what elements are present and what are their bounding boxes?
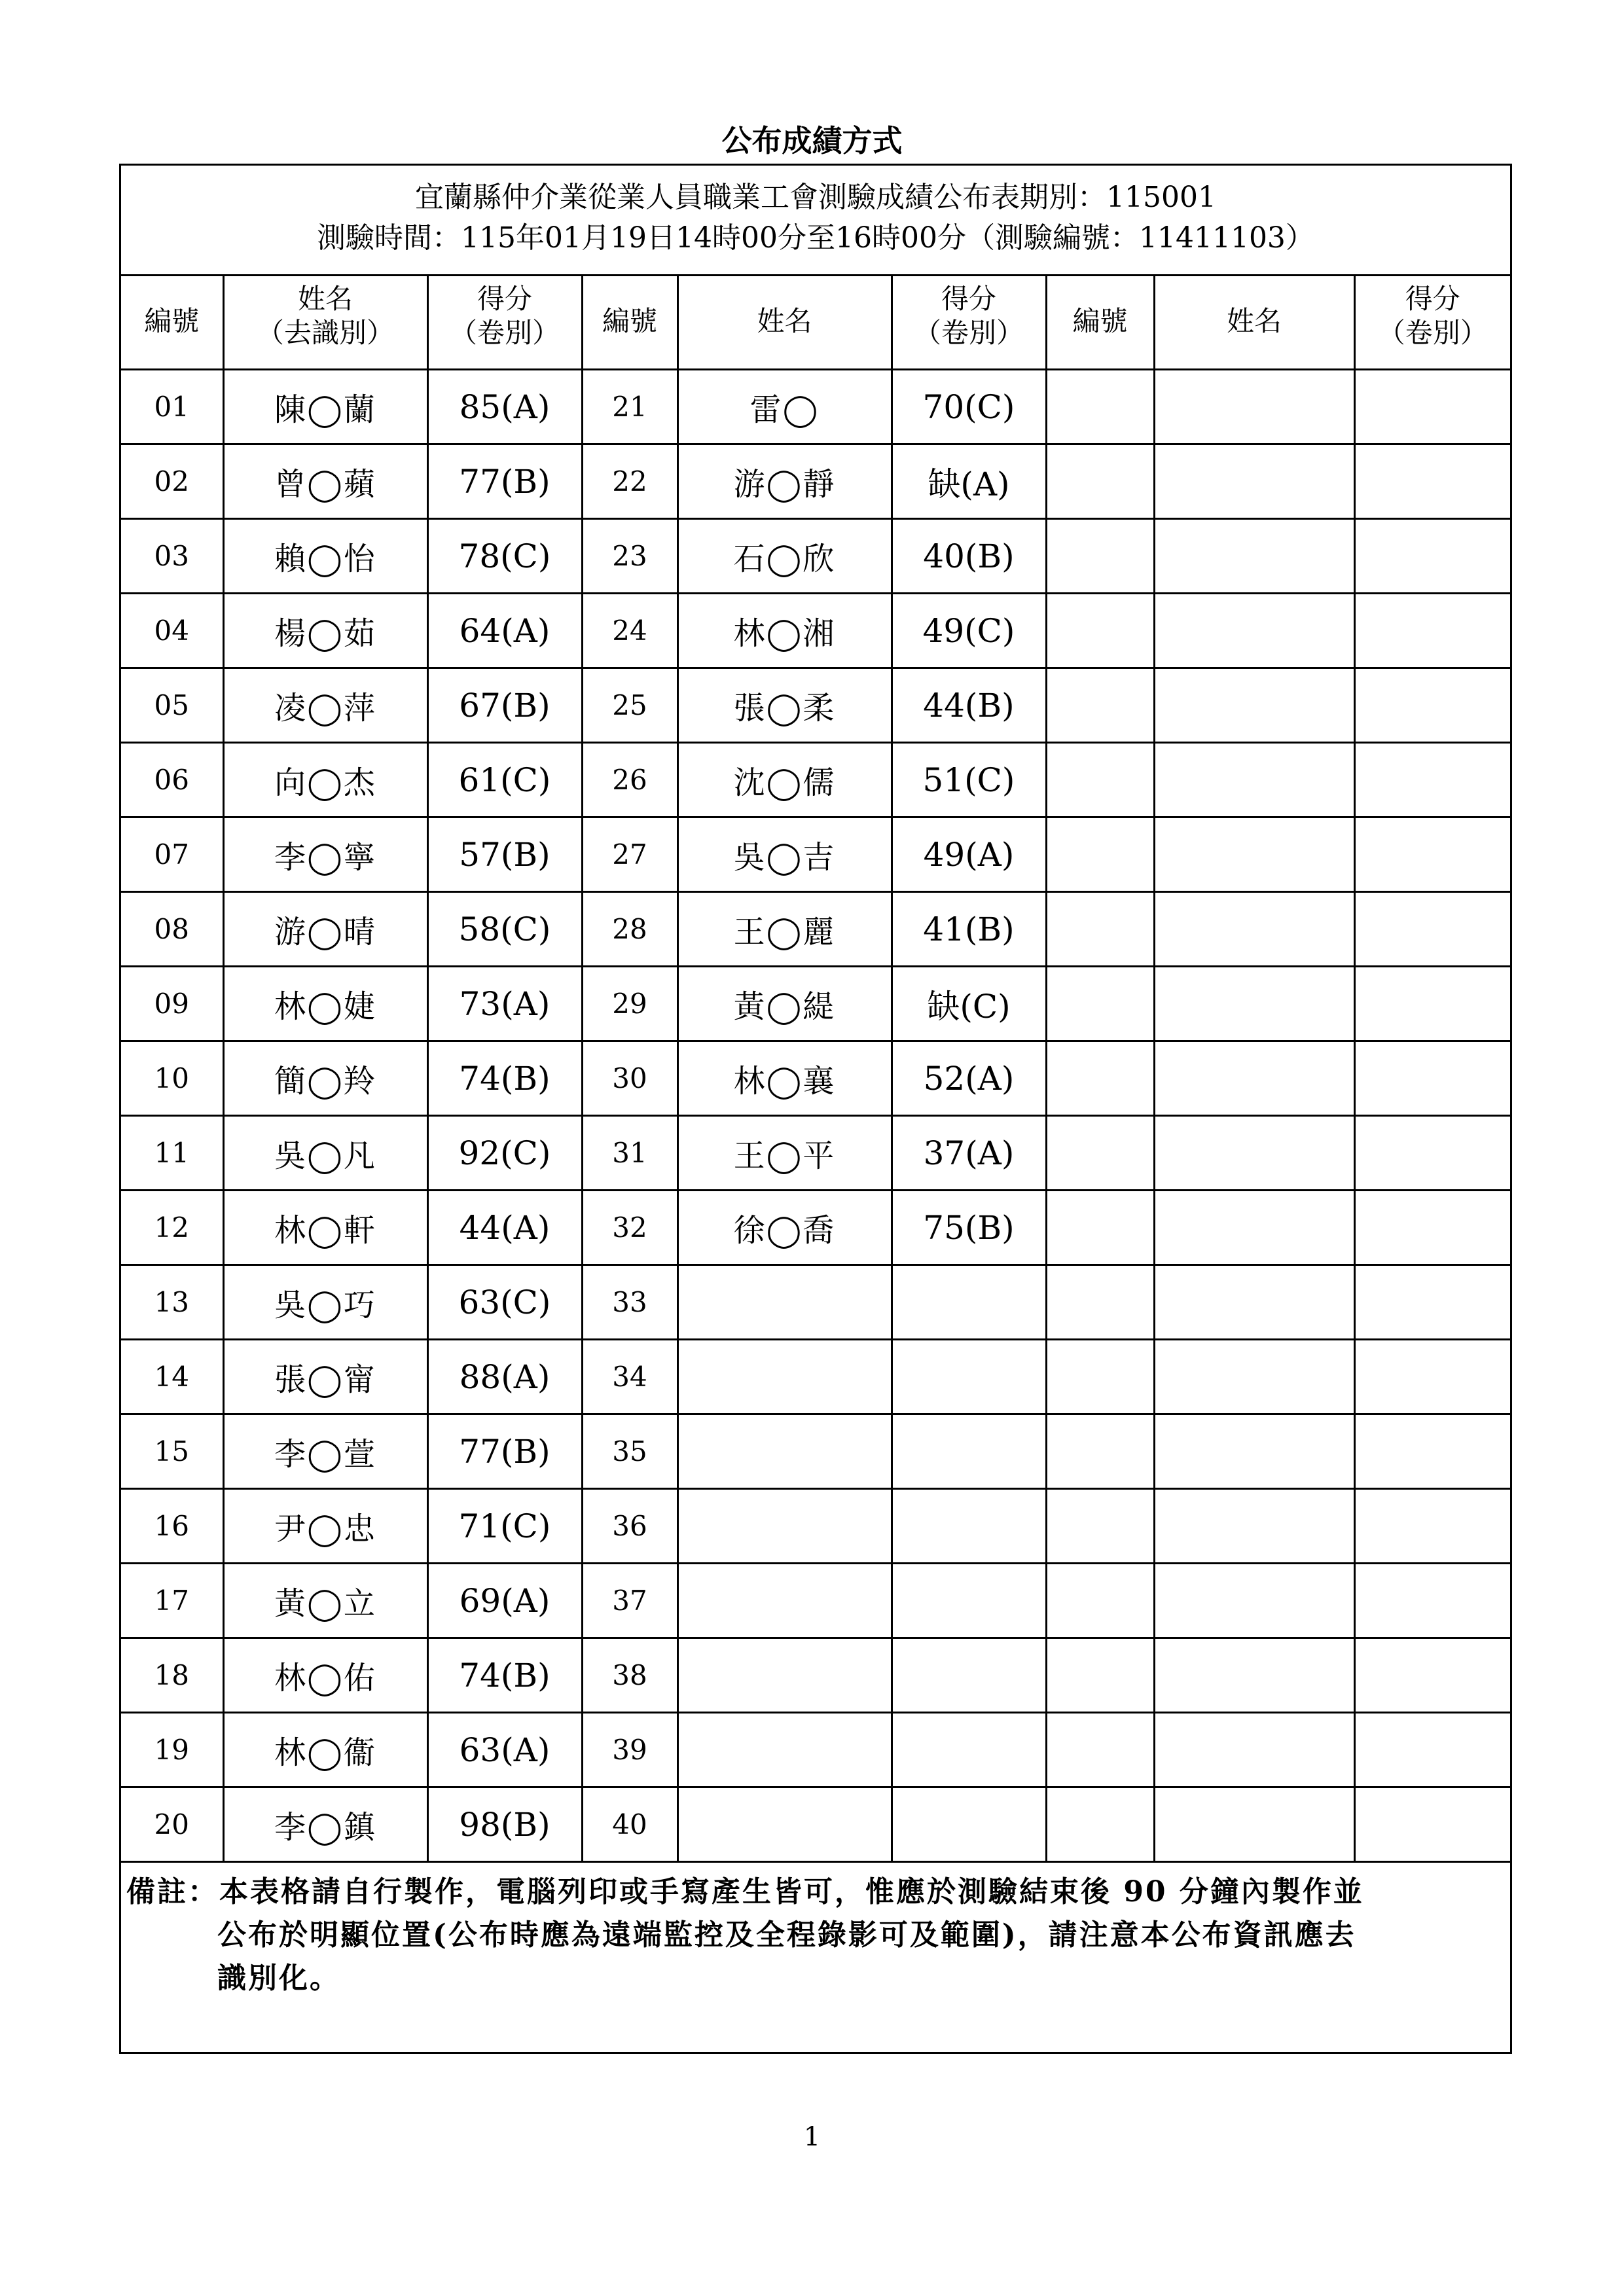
table-row xyxy=(121,1191,1510,1265)
cell-name xyxy=(1154,892,1354,967)
cell-number: 31 xyxy=(582,1116,677,1191)
remarks-label: 備註： xyxy=(126,1875,219,1909)
cell-score: 98(B) xyxy=(427,1787,582,1862)
col-header-name-2: 姓名 xyxy=(677,274,892,370)
cell-name xyxy=(677,1414,892,1489)
cell-score: 63(C) xyxy=(427,1265,582,1340)
cell-number xyxy=(1046,594,1154,668)
cell-number: 36 xyxy=(582,1489,677,1564)
cell-name: 黃◯緹 xyxy=(677,967,892,1041)
cell-number xyxy=(1046,1191,1154,1265)
cell-name: 林◯襄 xyxy=(677,1041,892,1116)
cell-score xyxy=(1354,1638,1510,1713)
cell-number: 12 xyxy=(121,1191,223,1265)
cell-name: 王◯平 xyxy=(677,1116,892,1191)
cell-number xyxy=(1046,1489,1154,1564)
cell-number: 38 xyxy=(582,1638,677,1713)
cell-name: 李◯萱 xyxy=(223,1414,427,1489)
cell-number: 24 xyxy=(582,594,677,668)
cell-name xyxy=(677,1713,892,1787)
cell-number: 05 xyxy=(121,668,223,743)
cell-number: 17 xyxy=(121,1564,223,1638)
cell-name xyxy=(1154,1340,1354,1414)
table-row xyxy=(121,1489,1510,1564)
cell-number xyxy=(1046,967,1154,1041)
cell-score xyxy=(1354,1340,1510,1414)
cell-number: 15 xyxy=(121,1414,223,1489)
score-table-body xyxy=(121,370,1510,1862)
cell-name: 李◯寧 xyxy=(223,817,427,892)
cell-name xyxy=(1154,1116,1354,1191)
cell-number xyxy=(1046,743,1154,817)
cell-score: 41(B) xyxy=(892,892,1046,967)
table-row xyxy=(121,1340,1510,1414)
cell-name: 林◯軒 xyxy=(223,1191,427,1265)
cell-name xyxy=(1154,370,1354,444)
table-row xyxy=(121,1787,1510,1862)
cell-score: 78(C) xyxy=(427,519,582,594)
cell-number: 34 xyxy=(582,1340,677,1414)
cell-number: 30 xyxy=(582,1041,677,1116)
cell-score xyxy=(1354,967,1510,1041)
cell-score: 77(B) xyxy=(427,1414,582,1489)
cell-number xyxy=(1046,1787,1154,1862)
cell-name xyxy=(677,1489,892,1564)
col-header-number-3: 編號 xyxy=(1046,274,1154,370)
cell-number xyxy=(1046,519,1154,594)
cell-number xyxy=(1046,817,1154,892)
cell-score xyxy=(1354,594,1510,668)
table-row xyxy=(121,1638,1510,1713)
table-row xyxy=(121,1713,1510,1787)
cell-score: 37(A) xyxy=(892,1116,1046,1191)
cell-score xyxy=(1354,1489,1510,1564)
cell-number: 19 xyxy=(121,1713,223,1787)
col-header-score-label: 得分 xyxy=(1405,283,1460,315)
cell-score: 77(B) xyxy=(427,444,582,519)
cell-name: 黃◯立 xyxy=(223,1564,427,1638)
cell-score: 85(A) xyxy=(427,370,582,444)
cell-number: 32 xyxy=(582,1191,677,1265)
cell-name: 張◯甯 xyxy=(223,1340,427,1414)
cell-number: 35 xyxy=(582,1414,677,1489)
cell-name xyxy=(1154,1638,1354,1713)
cell-name xyxy=(1154,1191,1354,1265)
cell-number: 22 xyxy=(582,444,677,519)
score-table xyxy=(121,274,1510,1863)
cell-name xyxy=(677,1564,892,1638)
cell-name: 吳◯巧 xyxy=(223,1265,427,1340)
col-header-name-3: 姓名 xyxy=(1154,274,1354,370)
cell-name xyxy=(1154,1489,1354,1564)
col-header-score-2 xyxy=(892,274,1046,370)
cell-score xyxy=(1354,1787,1510,1862)
cell-number: 10 xyxy=(121,1041,223,1116)
table-row xyxy=(121,967,1510,1041)
cell-number xyxy=(1046,1564,1154,1638)
table-row xyxy=(121,1116,1510,1191)
cell-score: 缺(C) xyxy=(892,967,1046,1041)
cell-score: 69(A) xyxy=(427,1564,582,1638)
cell-score xyxy=(1354,1041,1510,1116)
cell-number xyxy=(1046,444,1154,519)
cell-number xyxy=(1046,1340,1154,1414)
cell-number xyxy=(1046,1713,1154,1787)
score-form-frame xyxy=(119,164,1512,2054)
cell-score: 75(B) xyxy=(892,1191,1046,1265)
cell-score xyxy=(1354,1191,1510,1265)
cell-number: 06 xyxy=(121,743,223,817)
cell-score: 40(B) xyxy=(892,519,1046,594)
cell-name: 向◯杰 xyxy=(223,743,427,817)
cell-name: 林◯衞 xyxy=(223,1713,427,1787)
cell-score xyxy=(892,1638,1046,1713)
table-row xyxy=(121,370,1510,444)
cell-number: 25 xyxy=(582,668,677,743)
col-header-name-sub: （去識別） xyxy=(256,317,394,349)
cell-name xyxy=(1154,1265,1354,1340)
table-row xyxy=(121,1564,1510,1638)
cell-number xyxy=(1046,1414,1154,1489)
remarks-line-2: 公布於明顯位置(公布時應為遠端監控及全程錄影可及範圍)，請注意本公布資訊應去 xyxy=(217,1918,1356,1952)
cell-score xyxy=(892,1713,1046,1787)
cell-name xyxy=(1154,594,1354,668)
cell-name xyxy=(1154,1713,1354,1787)
cell-score: 88(A) xyxy=(427,1340,582,1414)
cell-name: 張◯柔 xyxy=(677,668,892,743)
cell-number: 40 xyxy=(582,1787,677,1862)
cell-score: 44(A) xyxy=(427,1191,582,1265)
cell-name xyxy=(677,1340,892,1414)
table-row xyxy=(121,519,1510,594)
cell-number: 13 xyxy=(121,1265,223,1340)
col-header-score-1 xyxy=(427,274,582,370)
cell-number xyxy=(1046,1638,1154,1713)
cell-number: 21 xyxy=(582,370,677,444)
table-row xyxy=(121,817,1510,892)
cell-score xyxy=(1354,668,1510,743)
cell-number: 04 xyxy=(121,594,223,668)
cell-name: 游◯靜 xyxy=(677,444,892,519)
cell-name: 王◯麗 xyxy=(677,892,892,967)
cell-number: 37 xyxy=(582,1564,677,1638)
cell-name: 李◯鎮 xyxy=(223,1787,427,1862)
cell-number: 27 xyxy=(582,817,677,892)
table-row xyxy=(121,668,1510,743)
cell-name: 石◯欣 xyxy=(677,519,892,594)
cell-score xyxy=(1354,370,1510,444)
cell-number xyxy=(1046,1265,1154,1340)
page-number: 1 xyxy=(803,2122,821,2152)
cell-score: 51(C) xyxy=(892,743,1046,817)
remarks-continuation xyxy=(217,1914,1500,2000)
cell-number xyxy=(1046,1116,1154,1191)
cell-score: 缺(A) xyxy=(892,444,1046,519)
col-header-score-label: 得分 xyxy=(941,283,996,315)
cell-score xyxy=(892,1787,1046,1862)
cell-name: 尹◯忠 xyxy=(223,1489,427,1564)
cell-number: 08 xyxy=(121,892,223,967)
table-row xyxy=(121,1414,1510,1489)
table-row xyxy=(121,1265,1510,1340)
cell-name xyxy=(1154,1787,1354,1862)
cell-score: 44(B) xyxy=(892,668,1046,743)
cell-number xyxy=(1046,370,1154,444)
cell-score: 64(A) xyxy=(427,594,582,668)
cell-score xyxy=(1354,1713,1510,1787)
cell-number xyxy=(1046,668,1154,743)
remarks-line-1: 本表格請自行製作，電腦列印或手寫產生皆可，惟應於測驗結束後 90 分鐘內製作並 xyxy=(219,1875,1364,1909)
cell-score xyxy=(892,1414,1046,1489)
cell-score: 70(C) xyxy=(892,370,1046,444)
cell-name: 徐◯喬 xyxy=(677,1191,892,1265)
cell-score: 52(A) xyxy=(892,1041,1046,1116)
cell-score: 57(B) xyxy=(427,817,582,892)
cell-score xyxy=(892,1489,1046,1564)
cell-name: 凌◯萍 xyxy=(223,668,427,743)
col-header-name-1 xyxy=(223,274,427,370)
cell-score xyxy=(1354,743,1510,817)
cell-number: 29 xyxy=(582,967,677,1041)
cell-name xyxy=(1154,519,1354,594)
cell-score: 92(C) xyxy=(427,1116,582,1191)
col-header-score-3 xyxy=(1354,274,1510,370)
cell-name xyxy=(677,1265,892,1340)
form-header xyxy=(121,166,1510,276)
cell-name xyxy=(1154,1564,1354,1638)
cell-name xyxy=(1154,967,1354,1041)
cell-number: 03 xyxy=(121,519,223,594)
cell-score xyxy=(1354,817,1510,892)
col-header-name-label: 姓名 xyxy=(297,283,353,315)
cell-score: 71(C) xyxy=(427,1489,582,1564)
cell-score: 58(C) xyxy=(427,892,582,967)
cell-score xyxy=(1354,1265,1510,1340)
cell-number: 20 xyxy=(121,1787,223,1862)
cell-score: 74(B) xyxy=(427,1041,582,1116)
cell-number: 11 xyxy=(121,1116,223,1191)
cell-number: 16 xyxy=(121,1489,223,1564)
cell-number xyxy=(1046,1041,1154,1116)
cell-number: 39 xyxy=(582,1713,677,1787)
cell-name: 林◯湘 xyxy=(677,594,892,668)
cell-score xyxy=(1354,444,1510,519)
cell-name xyxy=(1154,444,1354,519)
cell-number: 07 xyxy=(121,817,223,892)
cell-number: 09 xyxy=(121,967,223,1041)
col-header-score-sub: （卷別） xyxy=(913,317,1024,349)
form-header-exam-time: 測驗時間：115年01月19日14時00分至16時00分（測驗編號：11411103） xyxy=(317,221,1314,255)
cell-score: 63(A) xyxy=(427,1713,582,1787)
cell-name xyxy=(1154,668,1354,743)
cell-score: 74(B) xyxy=(427,1638,582,1713)
cell-score xyxy=(1354,1414,1510,1489)
cell-number: 28 xyxy=(582,892,677,967)
cell-name: 林◯婕 xyxy=(223,967,427,1041)
cell-number: 02 xyxy=(121,444,223,519)
cell-score xyxy=(892,1564,1046,1638)
cell-score xyxy=(1354,519,1510,594)
cell-name: 簡◯羚 xyxy=(223,1041,427,1116)
cell-number: 33 xyxy=(582,1265,677,1340)
cell-number: 14 xyxy=(121,1340,223,1414)
remarks-line-3: 識別化。 xyxy=(217,1962,340,1995)
table-row xyxy=(121,1041,1510,1116)
cell-name: 吳◯吉 xyxy=(677,817,892,892)
cell-name: 吳◯凡 xyxy=(223,1116,427,1191)
cell-name: 雷◯ xyxy=(677,370,892,444)
cell-name xyxy=(1154,817,1354,892)
cell-score xyxy=(1354,892,1510,967)
cell-name: 曾◯蘋 xyxy=(223,444,427,519)
cell-score xyxy=(1354,1116,1510,1191)
cell-score: 49(A) xyxy=(892,817,1046,892)
col-header-score-label: 得分 xyxy=(477,283,532,315)
col-header-number-1: 編號 xyxy=(121,274,223,370)
cell-score: 49(C) xyxy=(892,594,1046,668)
cell-name xyxy=(1154,1414,1354,1489)
col-header-score-sub: （卷別） xyxy=(1377,317,1488,349)
cell-number: 23 xyxy=(582,519,677,594)
cell-name: 陳◯蘭 xyxy=(223,370,427,444)
cell-name: 賴◯怡 xyxy=(223,519,427,594)
cell-number: 26 xyxy=(582,743,677,817)
cell-name xyxy=(1154,743,1354,817)
cell-name: 沈◯儒 xyxy=(677,743,892,817)
table-row xyxy=(121,743,1510,817)
cell-number: 18 xyxy=(121,1638,223,1713)
table-header-row xyxy=(121,274,1510,370)
col-header-score-sub: （卷別） xyxy=(449,317,560,349)
cell-number xyxy=(1046,892,1154,967)
cell-name xyxy=(1154,1041,1354,1116)
cell-name xyxy=(677,1638,892,1713)
cell-name: 林◯佑 xyxy=(223,1638,427,1713)
form-header-title: 宜蘭縣仲介業從業人員職業工會測驗成績公布表期別：115001 xyxy=(415,181,1216,214)
cell-score: 67(B) xyxy=(427,668,582,743)
cell-score xyxy=(892,1340,1046,1414)
table-row xyxy=(121,444,1510,519)
cell-name: 楊◯茹 xyxy=(223,594,427,668)
cell-score xyxy=(1354,1564,1510,1638)
table-row xyxy=(121,594,1510,668)
cell-name xyxy=(677,1787,892,1862)
cell-score: 61(C) xyxy=(427,743,582,817)
cell-name: 游◯晴 xyxy=(223,892,427,967)
cell-score: 73(A) xyxy=(427,967,582,1041)
cell-score xyxy=(892,1265,1046,1340)
cell-number: 01 xyxy=(121,370,223,444)
page-title: 公布成績方式 xyxy=(721,123,903,158)
col-header-number-2: 編號 xyxy=(582,274,677,370)
table-row xyxy=(121,892,1510,967)
